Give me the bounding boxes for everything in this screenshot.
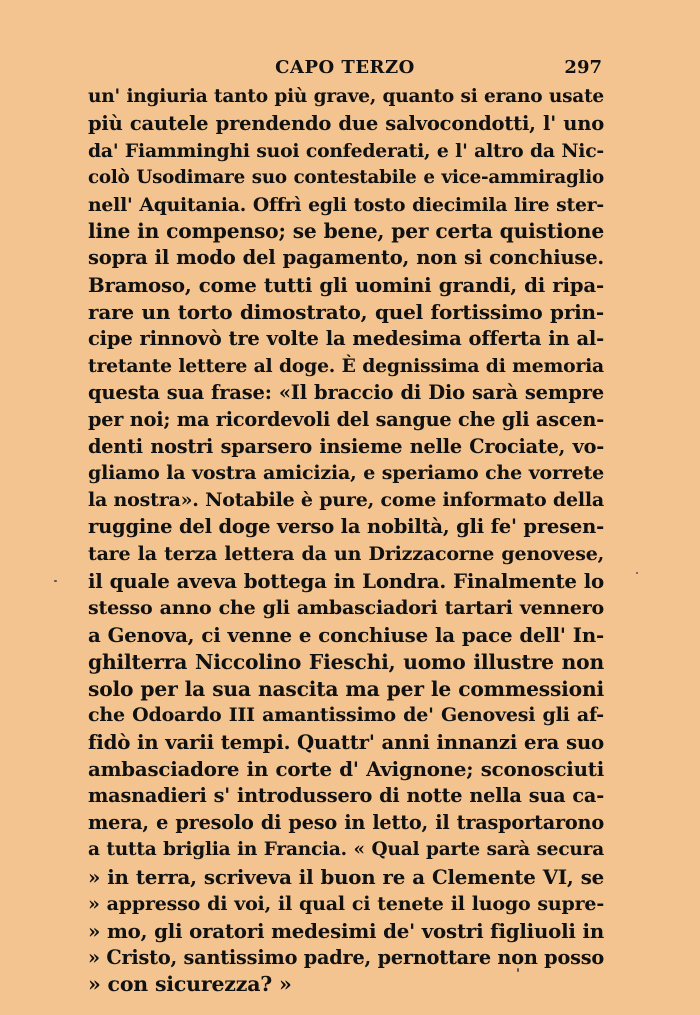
text-line: » appresso di voi, il qual ci tenete il luogo supre-	[88, 892, 604, 915]
body-text	[88, 84, 604, 998]
text-line: fidò in varii tempi. Quattr' anni innanzi era suo	[88, 730, 604, 755]
text-line: » mo, gli oratori medesimi de' vostri figliuoli in	[88, 918, 604, 943]
text-line: colò Usodimare suo contestabile e vice-ammiraglio	[88, 166, 604, 188]
text-line: nell' Aquitania. Offrì egli tosto diecimila lire ster-	[88, 193, 604, 216]
text-line: gliamo la vostra amicizia, e speriamo che vorrete	[88, 462, 604, 485]
text-line: » Cristo, santissimo padre, pernottare non posso	[88, 945, 604, 969]
text-line: Bramoso, come tutti gli uomini grandi, di ripa-	[88, 273, 604, 298]
page-header	[88, 55, 602, 81]
text-line: sopra il modo del pagamento, non si conchiuse.	[88, 246, 604, 270]
running-title: CAPO TERZO	[275, 57, 415, 78]
text-line: ruggine del doge verso la nobiltà, gli fe' presen-	[88, 515, 604, 539]
text-line: rare un torto dimostrato, quel fortissimo prin-	[88, 300, 604, 325]
text-line: tare la terza lettera da un Drizzacorne genovese,	[88, 543, 604, 566]
text-line: un' ingiuria tanto più grave, quanto si erano usate	[88, 86, 604, 107]
text-line-last: » con sicurezza? »	[88, 972, 292, 997]
text-line: ambasciadore in corte d' Avignone; sconosciuti	[88, 757, 604, 782]
text-line: da' Fiamminghi suoi confederati, e l' altro da Nic-	[88, 139, 604, 162]
text-line: solo per la sua nascita ma per le commessioni	[88, 676, 604, 701]
text-line: più cautele prendendo due salvocondotti, l' uno	[88, 111, 604, 135]
text-line: denti nostri sparsero insieme nelle Crociate, vo-	[88, 434, 604, 458]
text-line: » in terra, scriveva il buon re a Clemente VI, se	[88, 864, 604, 889]
paper-speck	[54, 580, 57, 582]
text-line: ghilterra Niccolino Fieschi, uomo illustre non	[88, 649, 604, 674]
text-line: masnadieri s' introdussero di notte nella sua ca-	[88, 784, 604, 808]
text-line: mera, e presolo di peso in letto, il trasportarono	[88, 811, 604, 835]
text-line: a Genova, ci venne e conchiuse la pace dell' In-	[88, 622, 604, 647]
text-line: stesso anno che gli ambasciadori tartari vennero	[88, 596, 604, 619]
text-line: line in compenso; se bene, per certa quistione	[88, 219, 604, 244]
text-line: per noi; ma ricordevoli del sangue che gli ascen-	[88, 407, 604, 431]
paper-speck	[517, 968, 519, 972]
text-line: questa sua frase: «Il braccio di Dio sarà sempre	[88, 380, 604, 404]
text-line: a tutta briglia in Francia. « Qual parte sarà secura	[88, 838, 604, 860]
paper-speck	[636, 572, 638, 574]
text-line: che Odoardo III amantissimo de' Genovesi gli af-	[88, 704, 604, 727]
text-line: la nostra». Notabile è pure, come informato della	[88, 489, 604, 512]
text-line: il quale aveva bottega in Londra. Finalmente lo	[88, 569, 604, 594]
page-number: 297	[564, 57, 602, 78]
text-line: cipe rinnovò tre volte la medesima offerta in al-	[88, 327, 604, 351]
text-line: tretante lettere al doge. È degnissima di memoria	[88, 354, 604, 377]
